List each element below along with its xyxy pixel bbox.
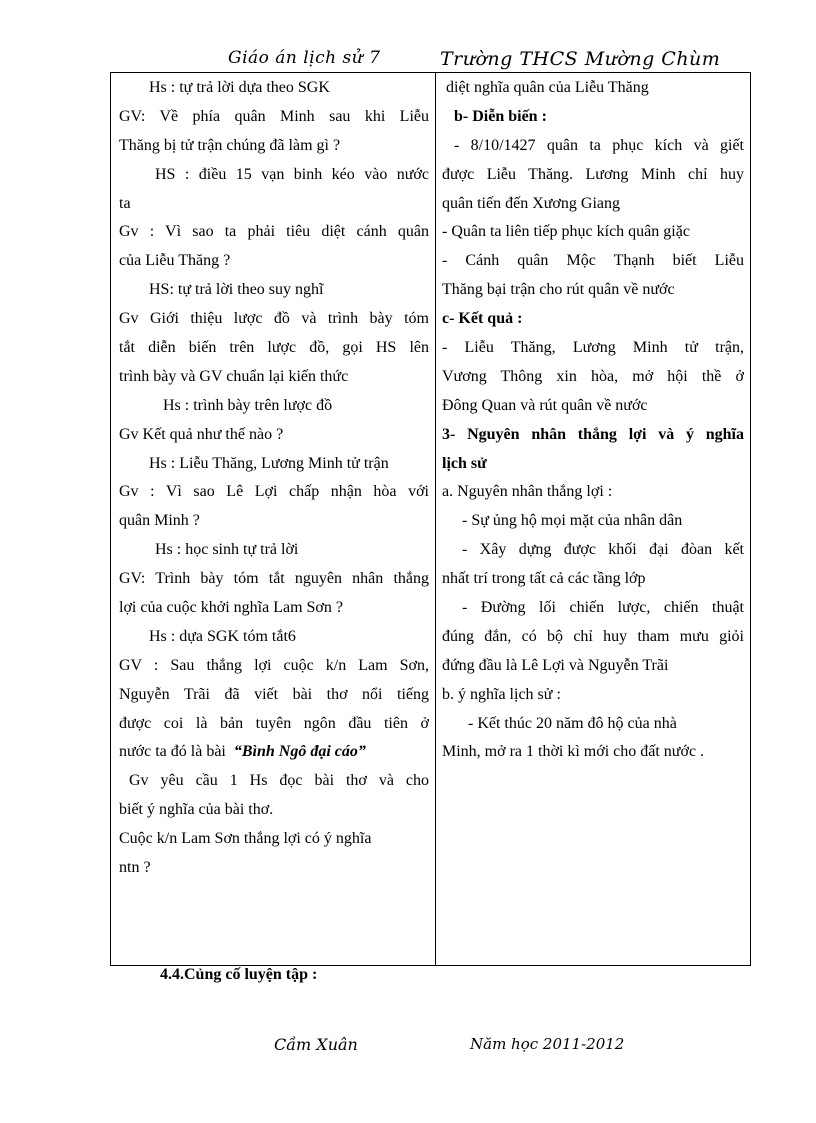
- lesson-table: [110, 72, 751, 966]
- content-line: - Quân ta liên tiếp phục kích quân giặc: [442, 223, 690, 241]
- activity-line: tắt diễn biến trên lược đồ, gọi HS lên: [119, 339, 429, 357]
- activity-text: nước ta đó là bài: [119, 743, 226, 761]
- activity-line: của Liễu Thăng ?: [119, 252, 231, 270]
- activity-line: GV : Sau thắng lợi cuộc k/n Lam Sơn,: [119, 656, 429, 674]
- section-heading: c- Kết quả :: [442, 310, 523, 328]
- activity-line: Gv : Vì sao ta phải tiêu diệt cánh quân: [119, 223, 429, 241]
- activity-line: Gv Giới thiệu lược đồ và trình bày tóm: [119, 310, 429, 328]
- content-line: được Liễu Thăng. Lương Minh chỉ huy: [442, 165, 744, 183]
- lesson-content-column: [436, 72, 750, 965]
- school-year: Năm học 2011-2012: [470, 1035, 625, 1053]
- activity-line: lợi của cuộc khởi nghĩa Lam Sơn ?: [119, 599, 343, 617]
- activity-line: Gv : Vì sao Lê Lợi chấp nhận hòa với: [119, 483, 429, 501]
- content-line: Thăng bại trận cho rút quân về nước: [442, 281, 675, 299]
- activity-line: Hs : dựa SGK tóm tắt6: [149, 627, 296, 645]
- content-line: Minh, mở ra 1 thời kì mới cho đất nước .: [442, 743, 705, 761]
- activity-line: được coi là bản tuyên ngôn đầu tiên ở: [119, 714, 429, 732]
- activity-line: Hs : trình bày trên lược đồ: [163, 396, 333, 414]
- content-line: - Xây dựng được khối đại đòan kết: [462, 541, 744, 559]
- header-school: Trường THCS Mường Chùm: [440, 48, 721, 70]
- activity-line: quân Minh ?: [119, 512, 200, 530]
- activity-line: ta: [119, 194, 131, 212]
- activity-line: ntn ?: [119, 859, 151, 877]
- content-line: - Liễu Thăng, Lương Minh tử trận,: [442, 339, 744, 357]
- section-title: 4.4.Củng cố luyện tập :: [160, 966, 318, 983]
- content-line: - Kết thúc 20 năm đô hộ của nhà: [468, 714, 677, 732]
- content-line: diệt nghĩa quân của Liễu Thăng: [446, 79, 649, 96]
- header-subject: Giáo án lịch sử 7: [228, 48, 381, 68]
- activity-line: Nguyễn Trãi đã viết bài thơ nổi tiếng: [119, 685, 429, 703]
- activity-line: Hs : tự trả lời dựa theo SGK: [149, 79, 330, 96]
- activity-line: GV: Về phía quân Minh sau khi Liễu: [119, 107, 429, 125]
- content-line: nhất trí trong tất cả các tầng lớp: [442, 570, 646, 588]
- activity-line: [119, 738, 429, 767]
- activity-line: Gv yêu cầu 1 Hs đọc bài thơ và cho: [129, 772, 429, 790]
- content-line: - Đường lối chiến lược, chiến thuật: [462, 599, 744, 617]
- activity-line: biết ý nghĩa của bài thơ.: [119, 801, 274, 819]
- content-line: quân tiến đến Xương Giang: [442, 194, 620, 212]
- content-line: a. Nguyên nhân thắng lợi :: [442, 483, 613, 501]
- content-line: - Sự ủng hộ mọi mặt của nhân dân: [462, 512, 683, 530]
- activity-line: Hs : Liễu Thăng, Lương Minh tử trận: [149, 454, 389, 472]
- activity-line: Hs : học sinh tự trả lời: [155, 541, 299, 559]
- content-line: Đông Quan và rút quân về nước: [442, 396, 648, 414]
- content-line: đúng đắn, có bộ chỉ huy tham mưu giỏi: [442, 627, 744, 645]
- content-line: - Cánh quân Mộc Thạnh biết Liễu: [442, 252, 744, 270]
- section-heading: b- Diễn biến :: [454, 107, 547, 125]
- activity-line: GV: Trình bày tóm tắt nguyên nhân thắng: [119, 570, 429, 588]
- activity-line: Cuộc k/n Lam Sơn thắng lợi có ý nghĩa: [119, 830, 372, 848]
- teacher-student-activities-column: [111, 72, 436, 965]
- activity-line: Gv Kết quả như thế nào ?: [119, 425, 284, 443]
- activity-line: Thăng bị tử trận chúng đã làm gì ?: [119, 136, 341, 154]
- poem-title: “Bình Ngô đại cáo”: [233, 743, 366, 761]
- content-line: Vương Thông xin hòa, mở hội thề ở: [442, 367, 744, 385]
- content-line: - 8/10/1427 quân ta phục kích và giết: [454, 136, 744, 154]
- activity-line: HS : điều 15 vạn binh kéo vào nước: [155, 165, 429, 183]
- content-line: b. ý nghĩa lịch sử :: [442, 685, 561, 703]
- content-line: đứng đầu là Lê Lợi và Nguyễn Trãi: [442, 656, 669, 674]
- activity-line: HS: tự trả lời theo suy nghĩ: [149, 281, 324, 299]
- section-heading: 3- Nguyên nhân thắng lợi và ý nghĩa: [442, 425, 744, 443]
- author-signature: Cầm Xuân: [274, 1035, 358, 1054]
- activity-line: trình bày và GV chuẩn lại kiến thức: [119, 367, 349, 385]
- section-heading: lịch sử: [442, 454, 487, 472]
